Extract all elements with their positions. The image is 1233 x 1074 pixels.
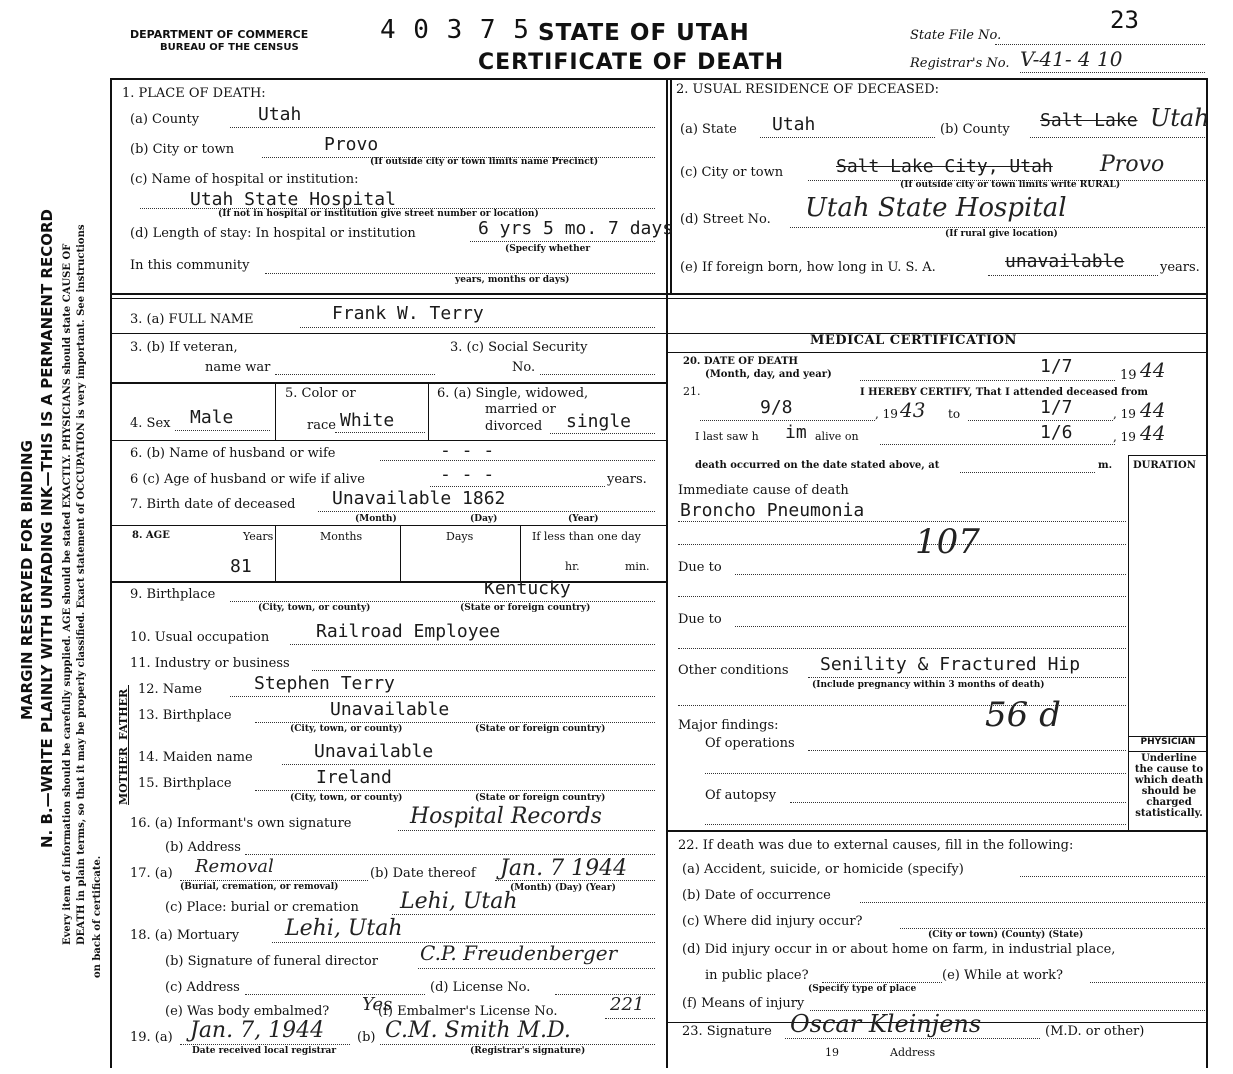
external-f: (f) Means of injury	[682, 996, 805, 1011]
res-city-note: (If outside city or town limits write RURAL)	[900, 180, 1121, 190]
birth-month-note: (Month)	[355, 514, 397, 524]
physician-signature: Oscar Kleinjens	[790, 1010, 982, 1038]
license-label: (d) License No.	[430, 980, 531, 995]
community-note: years, months or days)	[455, 275, 570, 285]
cause-code-1: 107	[915, 522, 980, 562]
death-date-note: (Month, day, and year)	[705, 369, 832, 380]
external-e: (e) While at work?	[942, 968, 1063, 983]
due-to-label-2: Due to	[678, 612, 722, 627]
hospital-label: (c) Name of hospital or institution:	[130, 172, 359, 187]
director-value: C.P. Freudenberger	[420, 941, 618, 965]
external-d: (d) Did injury occur in or about home on farm, in industrial place,	[682, 942, 1116, 957]
last-saw-prefix: , 19	[1113, 430, 1136, 444]
last-saw-year: 44	[1140, 421, 1166, 445]
hospital-value: Utah State Hospital	[190, 189, 396, 210]
occurred-label: death occurred on the date stated above, at	[695, 460, 940, 471]
external-c-note: (City or town) (County) (State)	[928, 930, 1084, 940]
death-date-value: 1/7	[1040, 356, 1073, 377]
occupation-value: Railroad Employee	[316, 621, 501, 642]
attended-to-year: 44	[1140, 398, 1166, 422]
immediate-cause-label: Immediate cause of death	[678, 483, 849, 498]
place-of-death-heading: 1. PLACE OF DEATH:	[122, 86, 266, 101]
community-label: In this community	[130, 258, 250, 273]
medical-heading: MEDICAL CERTIFICATION	[810, 333, 1017, 348]
external-a: (a) Accident, suicide, or homicide (specify)	[682, 862, 964, 877]
external-b: (b) Date of occurrence	[682, 888, 831, 903]
margin-ink-note: N. B.—WRITE PLAINLY WITH UNFADING INK—THIS IS A PERMANENT RECORD	[38, 209, 56, 848]
received-label: 19. (a)	[130, 1030, 173, 1045]
age-label: 8. AGE	[132, 530, 170, 541]
birth-year-note: (Year)	[568, 514, 599, 524]
sig-date-prefix: 19	[825, 1046, 839, 1059]
major-findings-label: Major findings:	[678, 718, 779, 733]
race-value: White	[340, 410, 395, 431]
mortuary-label: 18. (a) Mortuary	[130, 928, 240, 943]
occupation-label: 10. Usual occupation	[130, 630, 270, 645]
marital-value: single	[566, 411, 632, 432]
md-label: (M.D. or other)	[1045, 1024, 1145, 1039]
res-state-label: (a) State	[680, 122, 737, 137]
received-note: Date received local registrar	[192, 1046, 337, 1056]
embalmed-value: Yes	[362, 994, 393, 1015]
res-county-label: (b) County	[940, 122, 1010, 137]
mother-birthplace-label: 15. Birthplace	[138, 776, 232, 791]
attended-from: 9/8	[760, 397, 793, 418]
ss-label: 3. (c) Social Security	[450, 340, 588, 355]
war-label: name war	[205, 360, 271, 375]
disposition-date-note: (Month) (Day) (Year)	[510, 883, 616, 893]
duration-label: DURATION	[1133, 460, 1196, 471]
veteran-label: 3. (b) If veteran,	[130, 340, 238, 355]
margin-instruction-3: on back of certificate.	[92, 855, 103, 978]
disposition-date-label: (b) Date thereof	[370, 866, 476, 881]
bureau-label: BUREAU OF THE CENSUS	[160, 42, 299, 53]
birth-date-label: 7. Birth date of deceased	[130, 497, 296, 512]
mother-tag: MOTHER	[117, 747, 130, 805]
external-d2-note: (Specify type of place	[808, 984, 917, 994]
received-value: Jan. 7, 1944	[190, 1018, 325, 1043]
death-date-year: 44	[1140, 358, 1166, 382]
sex-label: 4. Sex	[130, 416, 171, 431]
state-title: STATE OF UTAH	[538, 20, 750, 46]
physician-box: PHYSICIAN	[1128, 736, 1208, 752]
industry-label: 11. Industry or business	[130, 656, 290, 671]
full-name-value: Frank W. Terry	[332, 303, 484, 324]
certificate-number: 4 0 3 7 5	[380, 15, 530, 45]
attended-to: 1/7	[1040, 397, 1073, 418]
marital-label: 6. (a) Single, widowed,	[437, 386, 589, 401]
father-birthplace-label: 13. Birthplace	[138, 708, 232, 723]
mortuary-address-label: (c) Address	[165, 980, 240, 995]
margin-instruction-2: DEATH in plain terms, so that it may be properly classified. Exact statement of OCCUPATION is very important. See instructions	[76, 224, 87, 945]
mother-birthplace-value: Ireland	[316, 767, 392, 788]
stay-label: (d) Length of stay: In hospital or institution	[130, 226, 416, 241]
ss-no-label: No.	[512, 360, 536, 375]
spouse-label: 6. (b) Name of husband or wife	[130, 446, 336, 461]
disposition-value: Removal	[195, 856, 274, 877]
disposition-label: 17. (a)	[130, 866, 173, 881]
father-name-label: 12. Name	[138, 682, 202, 697]
birthplace-city-note: (City, town, or county)	[258, 603, 371, 613]
spouse-age-unit: years.	[607, 472, 647, 487]
birthplace-label: 9. Birthplace	[130, 587, 216, 602]
stay-value: 6 yrs 5 mo. 7 days	[478, 218, 674, 239]
res-city-value: Provo	[1100, 152, 1165, 177]
physician-note: Underline the cause to which death should be charged statistically.	[1134, 753, 1204, 819]
father-bp-state-note: (State or foreign country)	[475, 724, 606, 734]
last-saw-date: 1/6	[1040, 422, 1073, 443]
attended-to-label: to	[948, 407, 961, 421]
attended-to-prefix: , 19	[1113, 407, 1136, 421]
death-city-note: (If outside city or town limits name Precinct)	[370, 157, 599, 167]
father-tag: FATHER	[117, 688, 130, 740]
marital-label-3: divorced	[485, 419, 543, 434]
res-street-label: (d) Street No.	[680, 212, 771, 227]
res-state-value: Utah	[772, 114, 816, 135]
external-heading: 22. If death was due to external causes, fill in the following:	[678, 838, 1074, 853]
other-conditions-value: Senility & Fractured Hip	[820, 654, 1081, 675]
spouse-age-label: 6 (c) Age of husband or wife if alive	[130, 472, 365, 487]
last-saw-him: im	[785, 422, 807, 443]
death-date-year-prefix: 19	[1120, 368, 1137, 383]
attended-from-prefix: , 19	[875, 407, 898, 421]
mother-name-value: Unavailable	[314, 741, 434, 762]
informant-sig-value: Hospital Records	[410, 804, 602, 829]
operations-label: Of operations	[705, 736, 795, 751]
death-county-value: Utah	[258, 104, 302, 125]
registrar-sig-value: C.M. Smith M.D.	[385, 1018, 571, 1043]
stay-note: (Specify whether	[505, 244, 591, 254]
age-months-label: Months	[320, 530, 363, 543]
cert-text: I HEREBY CERTIFY, That I attended deceased from	[860, 387, 1149, 398]
burial-place-value: Lehi, Utah	[400, 889, 518, 914]
birth-date-value: Unavailable 1862	[332, 488, 506, 509]
birthplace-state-note: (State or foreign country)	[460, 603, 591, 613]
external-d2: in public place?	[705, 968, 809, 983]
registrar-value: V-41- 4 10	[1020, 47, 1123, 71]
signature-label: 23. Signature	[682, 1024, 772, 1039]
other-conditions-note: (Include pregnancy within 3 months of death)	[812, 680, 1045, 690]
registrar-sig-label: (b)	[357, 1030, 376, 1045]
registrar-sig-note: (Registrar's signature)	[470, 1046, 586, 1056]
mortuary-value: Lehi, Utah	[285, 916, 403, 941]
res-county-struck: Salt Lake	[1040, 110, 1138, 131]
age-less-label: If less than one day	[532, 530, 641, 543]
sig-address-label: Address	[890, 1046, 936, 1059]
death-city-value: Provo	[324, 134, 379, 155]
marital-label-2: married or	[485, 402, 556, 417]
other-conditions-label: Other conditions	[678, 663, 789, 678]
immediate-cause-value: Broncho Pneumonia	[680, 500, 865, 521]
margin-binding-note: MARGIN RESERVED FOR BINDING	[18, 440, 36, 720]
color-label: 5. Color or	[285, 386, 356, 401]
attended-from-year: 43	[900, 398, 926, 422]
residence-heading: 2. USUAL RESIDENCE OF DECEASED:	[676, 82, 940, 97]
due-to-label-1: Due to	[678, 560, 722, 575]
autopsy-label: Of autopsy	[705, 788, 777, 803]
last-saw-label: I last saw h	[695, 430, 759, 443]
disposition-note: (Burial, cremation, or removal)	[180, 882, 339, 892]
birth-day-note: (Day)	[470, 514, 498, 524]
age-value: 81	[230, 556, 252, 577]
father-name-value: Stephen Terry	[254, 673, 395, 694]
mother-bp-city-note: (City, town, or county)	[290, 793, 403, 803]
mother-name-label: 14. Maiden name	[138, 750, 253, 765]
foreign-value: unavailable	[1005, 251, 1125, 272]
race-label: race	[307, 418, 336, 433]
informant-sig-label: 16. (a) Informant's own signature	[130, 816, 352, 831]
certificate-title: CERTIFICATE OF DEATH	[478, 50, 785, 75]
cause-code-2: 56 d	[985, 695, 1061, 735]
res-street-note: (If rural give location)	[945, 229, 1058, 239]
cert-num: 21.	[683, 385, 701, 398]
mother-bp-state-note: (State or foreign country)	[475, 793, 606, 803]
embalmer-license-label: (f) Embalmer's License No.	[378, 1004, 558, 1019]
margin-instruction-1: Every item of information should be carefully supplied. AGE should be stated EXACTLY. PHYSICIANS should state CAUSE OF	[62, 243, 73, 945]
res-county-value: Utah	[1150, 104, 1210, 132]
res-city-label: (c) City or town	[680, 165, 784, 180]
alive-on-label: alive on	[815, 430, 859, 443]
father-birthplace-value: Unavailable	[330, 699, 450, 720]
embalmer-license-value: 221	[610, 994, 645, 1015]
res-street-value: Utah State Hospital	[805, 193, 1067, 223]
disposition-date-value: Jan. 7 1944	[500, 856, 628, 881]
father-bp-city-note: (City, town, or county)	[290, 724, 403, 734]
death-county-label: (a) County	[130, 112, 200, 127]
full-name-label: 3. (a) FULL NAME	[130, 312, 254, 327]
director-label: (b) Signature of funeral director	[165, 954, 378, 969]
foreign-unit: years.	[1160, 260, 1200, 275]
foreign-label: (e) If foreign born, how long in U. S. A.	[680, 260, 936, 275]
dept-label: DEPARTMENT OF COMMERCE	[130, 28, 309, 41]
informant-address-label: (b) Address	[165, 840, 241, 855]
birthplace-value: Kentucky	[484, 578, 571, 599]
spouse-age-value: - - -	[440, 464, 495, 485]
spouse-value: - - -	[440, 440, 495, 461]
occurred-m: m.	[1098, 460, 1113, 471]
sex-value: Male	[190, 407, 234, 428]
burial-place-label: (c) Place: burial or cremation	[165, 900, 359, 915]
res-city-struck: Salt Lake City, Utah	[836, 156, 1053, 177]
external-c: (c) Where did injury occur?	[682, 914, 863, 929]
age-min: min.	[625, 560, 650, 573]
age-years-label: Years	[243, 530, 274, 543]
death-city-label: (b) City or town	[130, 142, 235, 157]
death-date-label: 20. DATE OF DEATH	[683, 356, 798, 367]
embalmed-label: (e) Was body embalmed?	[165, 1004, 330, 1019]
registrar-label: Registrar's No.	[910, 56, 1010, 71]
hospital-note: (If not in hospital or institution give street number or location)	[218, 209, 539, 219]
state-file-label: State File No.	[910, 28, 1002, 43]
state-file-value: 23	[1110, 6, 1139, 34]
age-days-label: Days	[446, 530, 474, 543]
age-hr: hr.	[565, 560, 580, 573]
